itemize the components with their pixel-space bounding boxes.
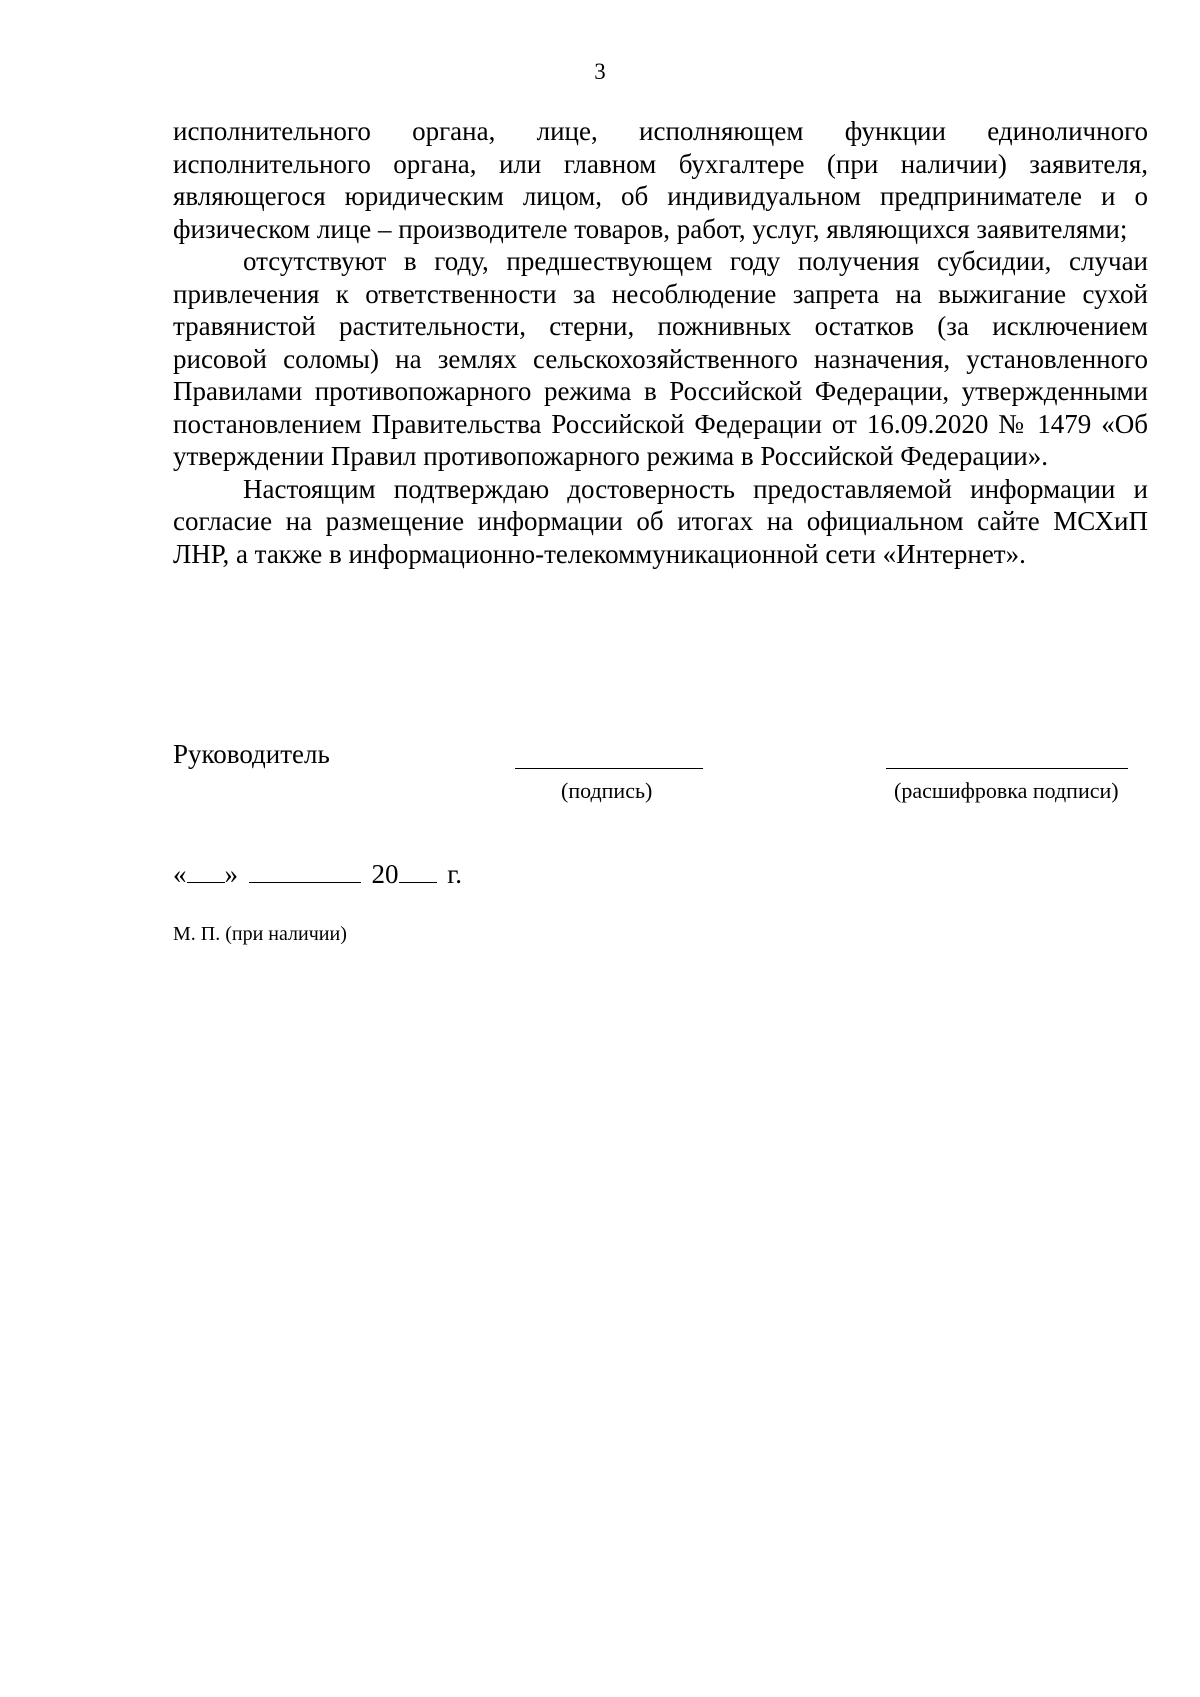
signatory-role: Руководитель	[173, 739, 330, 769]
paragraph-confirmation: Настоящим подтверждаю достоверность предоставляемой информации и согласие на размещение информации об итогах на официальном сайте МСХиП ЛНР, а также в информационно-телекоммуникационной сети «Интернет».	[173, 473, 1148, 569]
day-blank	[187, 858, 225, 883]
year-prefix: 20	[371, 859, 399, 889]
stamp-note: М. П. (при наличии)	[173, 923, 347, 945]
paragraph-fire-regulations: отсутствуют в году, предшествующем году получения субсидии, случаи привлечения к ответственности за несоблюдение запрета на выжигание сухой травянистой растительности, стерни, пожнивных остатков (за исключением рисовой соломы) на землях сельскохозяйственного назначения, установленного Правилами противопожарного режима в Российской Федерации, утвержденными постановлением Правительства Российской Федерации от 16.09.2020 № 1479 «Об утверждении Правил противопожарного режима в Российской Федерации».	[173, 246, 1148, 471]
paragraph-applicant-info: исполнительного органа, лице, исполняющем функции единоличного исполнительного органа, или главном бухгалтере (при наличии) заявителя, являющегося юридическим лицом, об индивидуальном предпринимателе и о физическом лице – производителе товаров, работ, услуг, являющихся заявителями;	[173, 116, 1148, 244]
signature-decoding-line	[886, 768, 1128, 769]
date-open-quote: «	[173, 859, 187, 889]
page-number: 3	[594, 59, 606, 84]
signature-line	[515, 768, 703, 769]
month-blank	[249, 858, 361, 883]
year-blank	[399, 858, 437, 883]
year-suffix: г.	[447, 859, 463, 889]
signature-caption: (подпись)	[561, 778, 653, 803]
date-close-quote: »	[224, 859, 238, 889]
document-body	[173, 115, 1148, 570]
signature-decoding-caption: (расшифровка подписи)	[894, 778, 1119, 803]
date-field	[173, 858, 462, 890]
